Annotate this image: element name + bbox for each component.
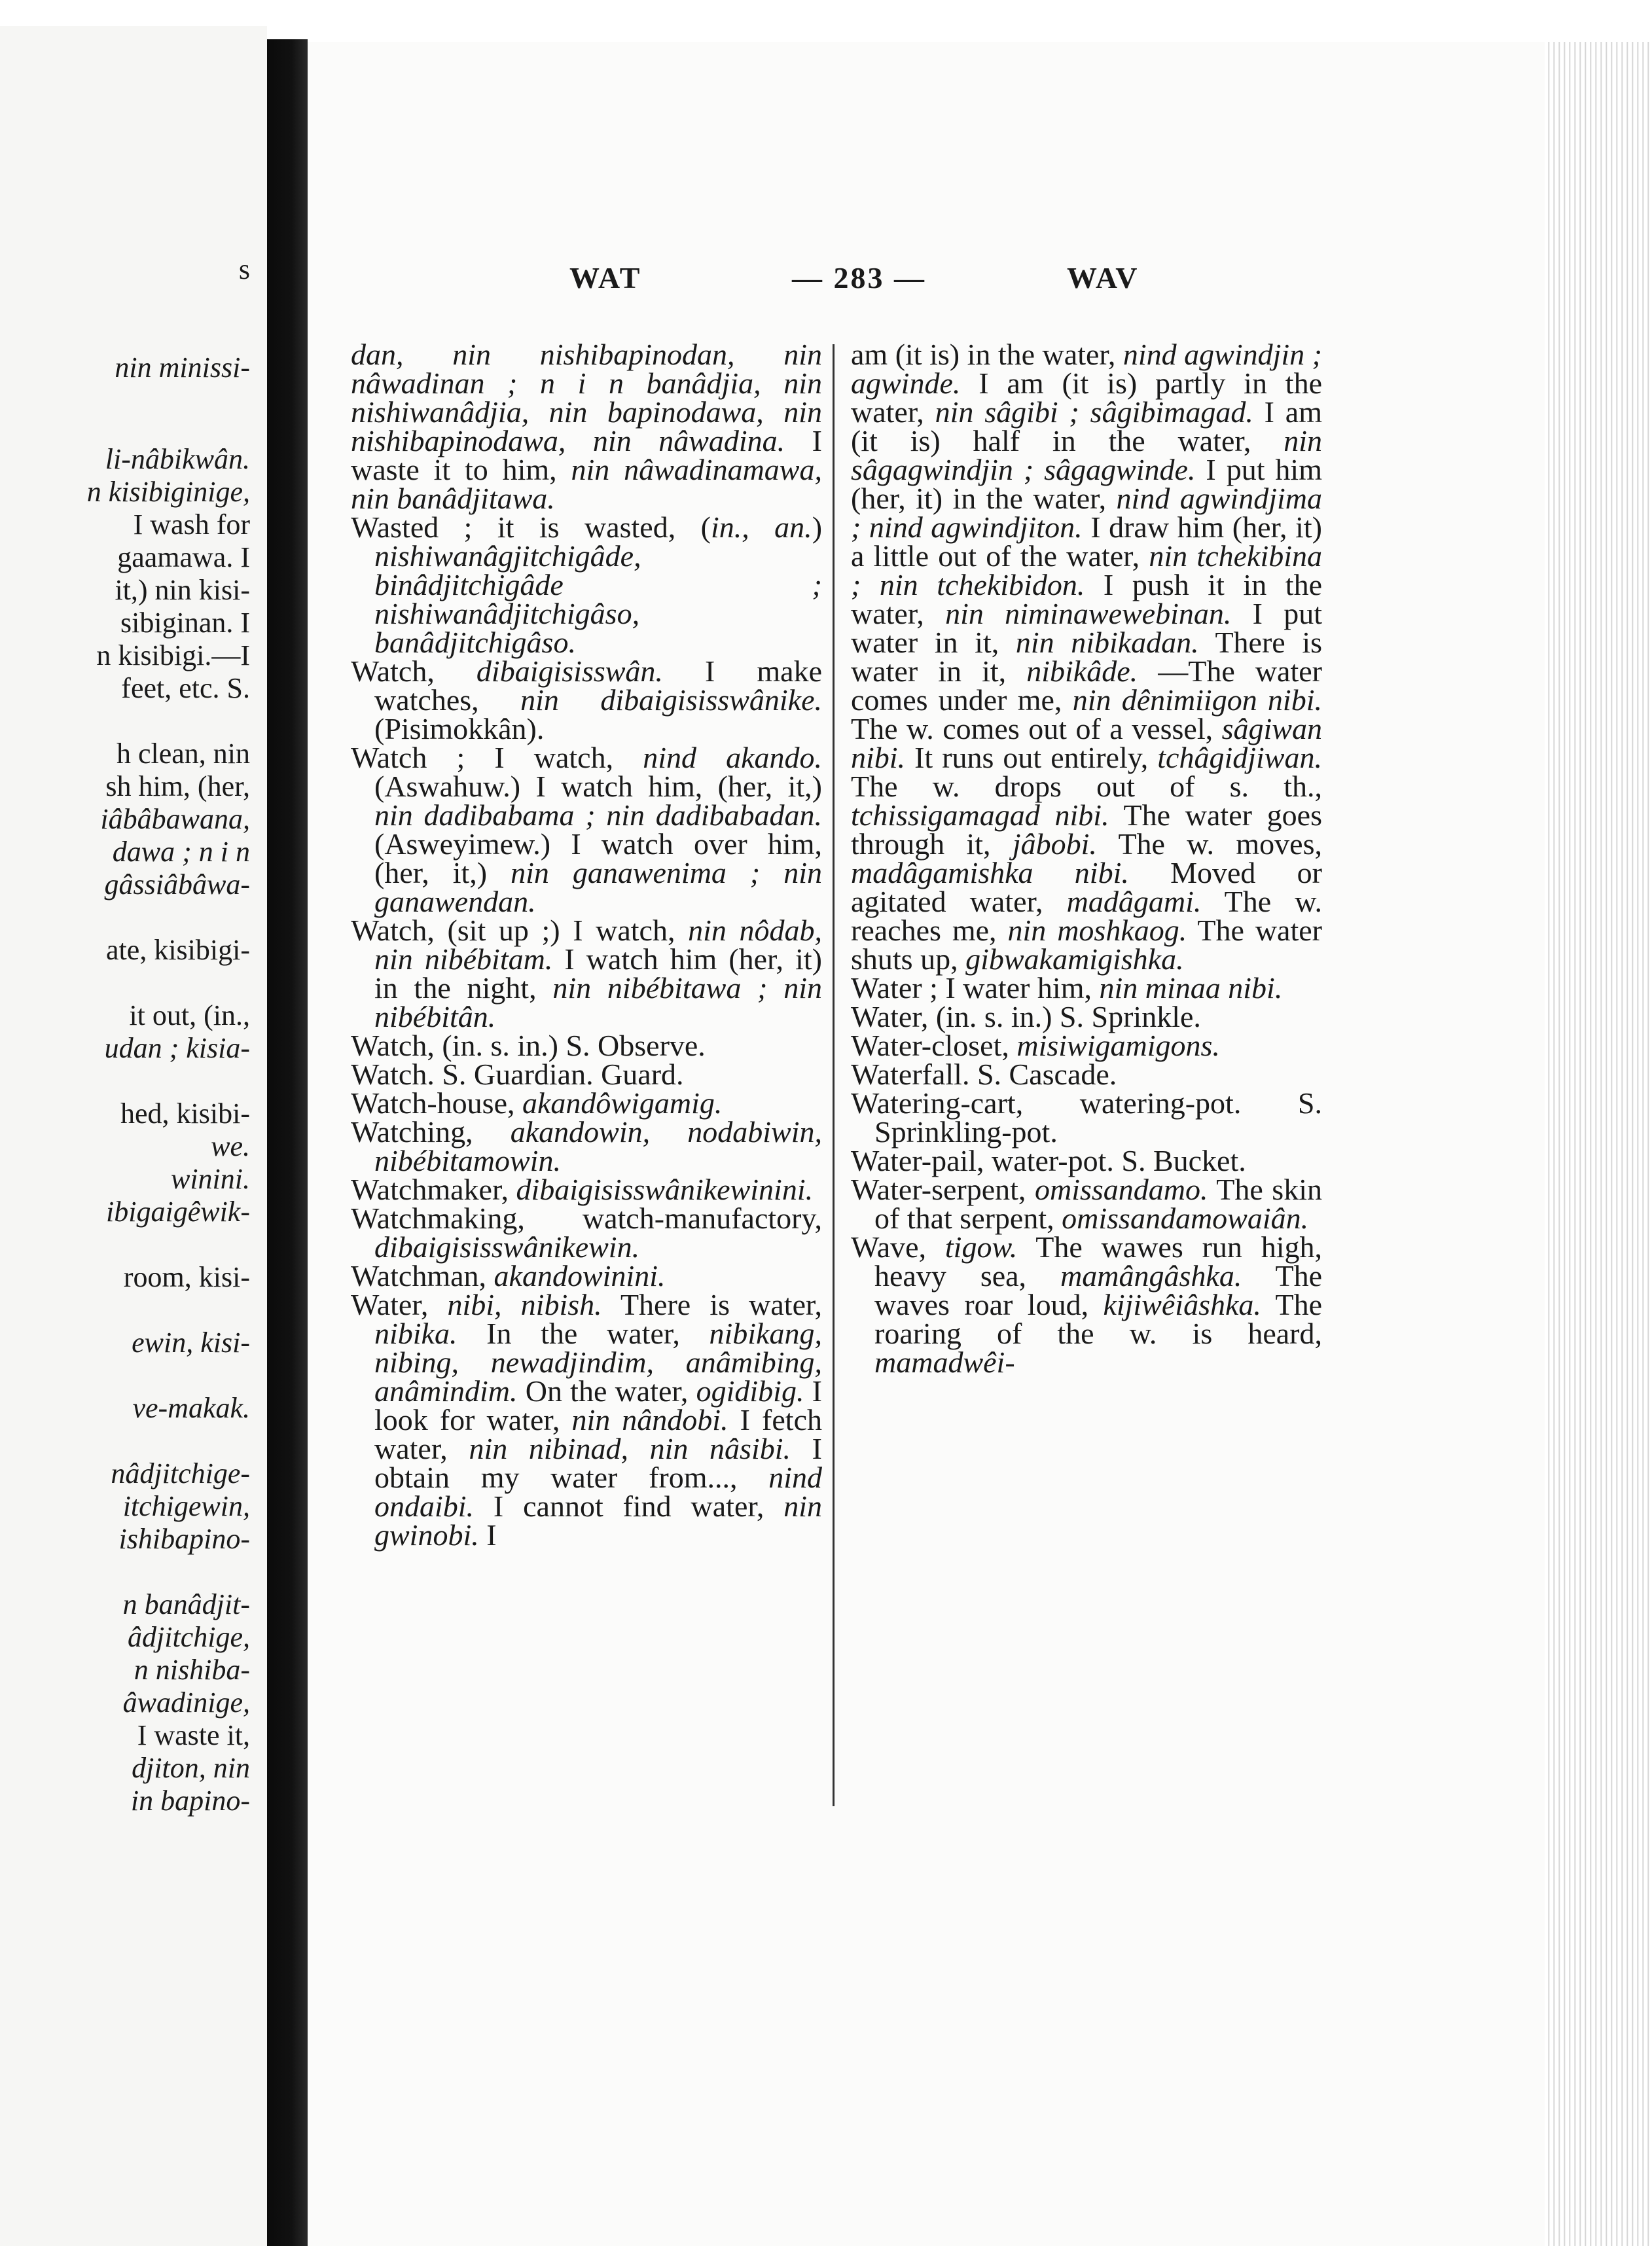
entry-text: —The water comes under me, [851,654,1322,717]
ojibwe-term: sâgiwan nibi. [851,712,1322,774]
dictionary-entry-water3 [851,1000,1322,1033]
entry-text: The w. drops out of s. th., [851,770,1322,803]
ojibwe-term: dibaigisisswân. [476,654,663,688]
dictionary-entry-watching [351,1115,822,1177]
dictionary-column-left [351,340,822,1550]
ojibwe-term: nin nibikadan. [1015,626,1199,659]
entry-text: The skin of that serpent, [874,1173,1322,1235]
dictionary-entry-watchmaker [351,1175,822,1204]
entry-text: I waste it to him, [351,424,822,486]
entry-text: There is water in it, [851,626,1322,688]
dictionary-entry-waterserpent [851,1175,1322,1233]
entry-text: Water-closet, [851,1029,1017,1062]
entry-text: I fetch water, [374,1403,822,1465]
entry-text: I put him (her, it) in the water, [851,453,1322,515]
ojibwe-term: ogidibig. [696,1374,804,1408]
entry-text: Water ; I water him, [851,971,1100,1005]
column-rule [833,344,835,1806]
left-page-line: ibigaigêwik- [106,1196,250,1228]
entry-text: Watch, (sit up ;) I watch, [351,914,689,947]
left-page-line: gaamawa. I [117,541,250,573]
left-page-line: n banâdjit- [122,1588,250,1620]
dictionary-entry-watchman [351,1259,822,1292]
ojibwe-term: tchissigamagad nibi. [851,798,1109,832]
ojibwe-term: nin nibinad, nin nâsibi. [469,1432,791,1465]
dictionary-entry-watch3 [351,916,822,1031]
ojibwe-term: nibi, nibish. [447,1288,602,1321]
ojibwe-term: omissandamowaiân. [1062,1202,1309,1235]
entry-text: I make watches, [374,654,822,717]
entry-text: Water, [351,1288,448,1321]
ojibwe-term: nin gwinobi. [374,1489,822,1552]
entry-text: Watchmaker, [351,1173,516,1206]
entry-text: The wawes run high, heavy sea, [874,1230,1322,1292]
ojibwe-term: nin moshkaog. [1007,914,1187,947]
left-page-line: feet, etc. S. [121,672,250,704]
entry-text: The water shuts up, [851,914,1322,976]
ojibwe-term: nishiwanâgjitchigâde, binâdjitchigâde ; nishiwanâdjitchigâso, banâdjitchigâso. [374,539,822,659]
ojibwe-term: akandowinini. [494,1259,666,1292]
left-page-line: li-nâbikwân. [105,443,250,475]
left-page-line: ve-makak. [132,1392,250,1424]
ojibwe-term: gibwakamigishka. [965,942,1184,976]
left-page-line: ishibapino- [118,1523,250,1555]
dictionary-entry-cont [351,340,822,513]
ojibwe-term: nibikâde. [1026,654,1138,688]
ojibwe-term: nin tchekibina ; nin tchekibidon. [851,539,1323,601]
dictionary-entry-watch5 [351,1060,822,1089]
entry-text: It runs out entirely, [905,741,1158,774]
left-page-line: nâdjitchige- [111,1457,250,1489]
ojibwe-term: kijiwêiâshka. [1103,1288,1261,1321]
left-page-line: it,) nin kisi- [115,574,250,606]
entry-text: Watchman, [351,1259,494,1292]
dictionary-entry-cont2 [851,340,1322,974]
ojibwe-term: dan, nin nishibapinodan, nin nâwadinan ; n i n banâdjia, nin nishiwanâdjia, nin bapinodawa, nin nishibapinodawa, nin nâwadina. [351,338,822,457]
entry-text: Watch ; I watch, [351,741,643,774]
ojibwe-term: nin dadibabama ; nin dadibabadan. [374,798,822,832]
entry-text: I push it in the water, [851,568,1322,630]
dictionary-entry-waterpail [851,1144,1322,1177]
ojibwe-term: dibaigisisswânikewin. [374,1230,640,1264]
entry-text: (Aswahuw.) I watch him, (her, it,) [374,770,822,803]
entry-text: There is water, [602,1288,822,1321]
entry-text: The w. reaches me, [851,885,1322,947]
dictionary-entry-wave [851,1230,1323,1379]
left-page-line: nin minissi- [115,351,250,383]
entry-text: In the water, [457,1317,709,1350]
ojibwe-term: nin nibébitawa ; nin nibébitân. [374,971,822,1033]
running-head-left: WAT [569,261,642,294]
entry-text: Watch, [351,654,476,688]
ojibwe-term: omissandamo. [1034,1173,1208,1206]
dictionary-entry-waterfall [851,1060,1322,1089]
entry-text: Watchmaking, watch-manufactory, [351,1202,822,1235]
entry-text: On the water, [517,1374,696,1408]
entry-text: I obtain my water from..., [374,1432,822,1494]
dictionary-entry-wateringcart [851,1086,1322,1149]
ojibwe-term: mamângâshka. [1060,1259,1242,1292]
ojibwe-term: nin minaa nibi. [1099,971,1283,1005]
left-page-line: iâbâbawana, [100,803,250,835]
entry-text: I [478,1518,497,1552]
entry-text: The water goes through it, [851,798,1322,861]
entry-text: Watch. S. Guardian. Guard. [351,1058,684,1091]
left-page-line: dawa ; n i n [112,836,250,868]
entry-text: (Asweyimew.) I watch over him, (her, it,) [374,827,822,889]
dictionary-entry-watch2 [351,743,822,916]
entry-text: The w. moves, [1096,827,1322,861]
dictionary-entry-water2 [851,971,1322,1005]
ojibwe-term: nin dênimiigon nibi. [1072,683,1322,717]
ojibwe-term: nin sâgagwindjin ; sâgagwinde. [851,424,1322,486]
left-page-line: room, kisi- [123,1261,250,1293]
left-page-line: s [238,253,250,285]
ojibwe-term: madâgamishka nibi. [851,856,1129,889]
dictionary-entry-watch1 [351,654,822,745]
entry-text: The w. comes out of a vessel, [851,712,1222,745]
ojibwe-term: in., an. [710,510,812,544]
page-number: — 283 — [792,261,926,294]
ojibwe-term: nind ondaibi. [374,1461,822,1523]
page-edge-stack [1545,42,1652,2246]
entry-text: I am (it is) partly in the water, [851,366,1322,429]
left-page-line: âwadinige, [122,1686,250,1719]
entry-text: (Pisimokkân). [374,712,545,745]
ojibwe-term: jâbobi. [1012,827,1097,861]
entry-text: The roaring of the w. is heard, [874,1288,1322,1350]
entry-text: Watching, [351,1115,511,1149]
ojibwe-term: nin ganawenima ; nin ganawendan. [374,856,822,918]
entry-text: am (it is) in the water, [851,338,1123,371]
ojibwe-term: nin dibaigisisswânike. [520,683,822,717]
dictionary-column-right [851,340,1322,1377]
ojibwe-term: madâgami. [1066,885,1202,918]
dictionary-entry-watchmaking [351,1204,822,1262]
left-page-line: sh him, (her, [105,770,250,802]
ojibwe-term: tigow. [944,1230,1018,1264]
ojibwe-term: akandowin, nodabiwin, nibébitamowin. [374,1115,822,1177]
entry-text: Watering-cart, watering-pot. S. Sprinkling-pot. [851,1086,1322,1149]
ojibwe-term: nind agwindjima ; nind agwindjiton. [851,482,1322,544]
entry-text: I put water in it, [851,597,1322,659]
entry-text: Watch-house, [351,1086,522,1120]
entry-text: I watch him (her, it) in the night, [374,942,822,1005]
ojibwe-term: mamadwêi- [874,1346,1015,1379]
left-page-line: udan ; kisia- [104,1032,250,1064]
entry-text: Water-serpent, [851,1173,1035,1206]
entry-text: I draw him (her, it) a little out of the water, [851,510,1322,573]
entry-text: ) [812,510,823,544]
ojibwe-term: nin nâwadinamawa, nin banâdjitawa. [351,453,822,515]
left-page-line: n kisibiginige, [86,476,250,508]
left-page-line: winini. [170,1163,250,1195]
dictionary-entry-wasted [351,510,823,659]
entry-text: I look for water, [374,1374,822,1436]
entry-text: I am (it is) half in the water, [851,395,1322,457]
left-page-line: sibiginan. I [120,607,250,639]
left-page-line: n nishiba- [134,1654,250,1686]
ojibwe-term: dibaigisisswânikewinini. [516,1173,814,1206]
ojibwe-term: nin nôdab, nin nibébitam. [374,914,822,976]
left-page-line: hed, kisibi- [120,1097,250,1130]
left-page-line: it out, (in., [129,999,250,1031]
left-page-line: I wash for [133,508,250,541]
entry-text: Waterfall. S. Cascade. [851,1058,1117,1091]
ojibwe-term: nibikang, nibing, newadjindim, anâmibing, anâmindim. [374,1317,822,1408]
left-page-line: ewin, kisi- [132,1327,250,1359]
entry-text: Water, (in. s. in.) S. Sprinkle. [851,1000,1201,1033]
left-page-fragment [0,26,267,2246]
left-page-line: djiton, nin [132,1752,250,1784]
entry-text: Watch, (in. s. in.) S. Observe. [351,1029,706,1062]
entry-text: Wave, [851,1230,945,1264]
left-page-line: n kisibigi.—I [96,639,250,671]
running-head-right: WAV [1067,261,1140,294]
left-page-line: ate, kisibigi- [106,934,250,966]
left-page-line: itchigewin, [122,1490,250,1522]
ojibwe-term: nin niminawewebinan. [945,597,1232,630]
entry-text: Moved or agitated water, [851,856,1322,918]
ojibwe-term: nind akando. [643,741,823,774]
entry-text: Water-pail, water-pot. S. Bucket. [851,1144,1246,1177]
left-page-line: gâssiâbâwa- [104,868,250,900]
dictionary-entry-watercloset [851,1031,1322,1060]
dictionary-entry-watchhouse [351,1086,822,1120]
ojibwe-term: misiwigamigons. [1016,1029,1220,1062]
ojibwe-term: nin sâgibi ; sâgibimagad. [935,395,1253,429]
book-gutter [267,39,308,2246]
ojibwe-term: akandôwigamig. [522,1086,723,1120]
ojibwe-term: nind agwindjin ; agwinde. [851,338,1322,400]
left-page-line: in bapino- [130,1785,250,1817]
dictionary-entry-watch4 [351,1031,822,1060]
left-page-line: âdjitchige, [128,1621,250,1653]
entry-text: Wasted ; it is wasted, ( [351,510,711,544]
dictionary-entry-water1 [351,1288,822,1552]
ojibwe-term: nin nândobi. [571,1403,728,1436]
ojibwe-term: nibika. [374,1317,458,1350]
entry-text: I cannot find water, [474,1489,784,1523]
ojibwe-term: tchâgidjiwan. [1157,741,1322,774]
left-page-line: we. [211,1130,250,1162]
entry-text: The waves roar loud, [874,1259,1323,1321]
left-page-line: I waste it, [137,1719,250,1751]
left-page-line: h clean, nin [116,738,250,770]
